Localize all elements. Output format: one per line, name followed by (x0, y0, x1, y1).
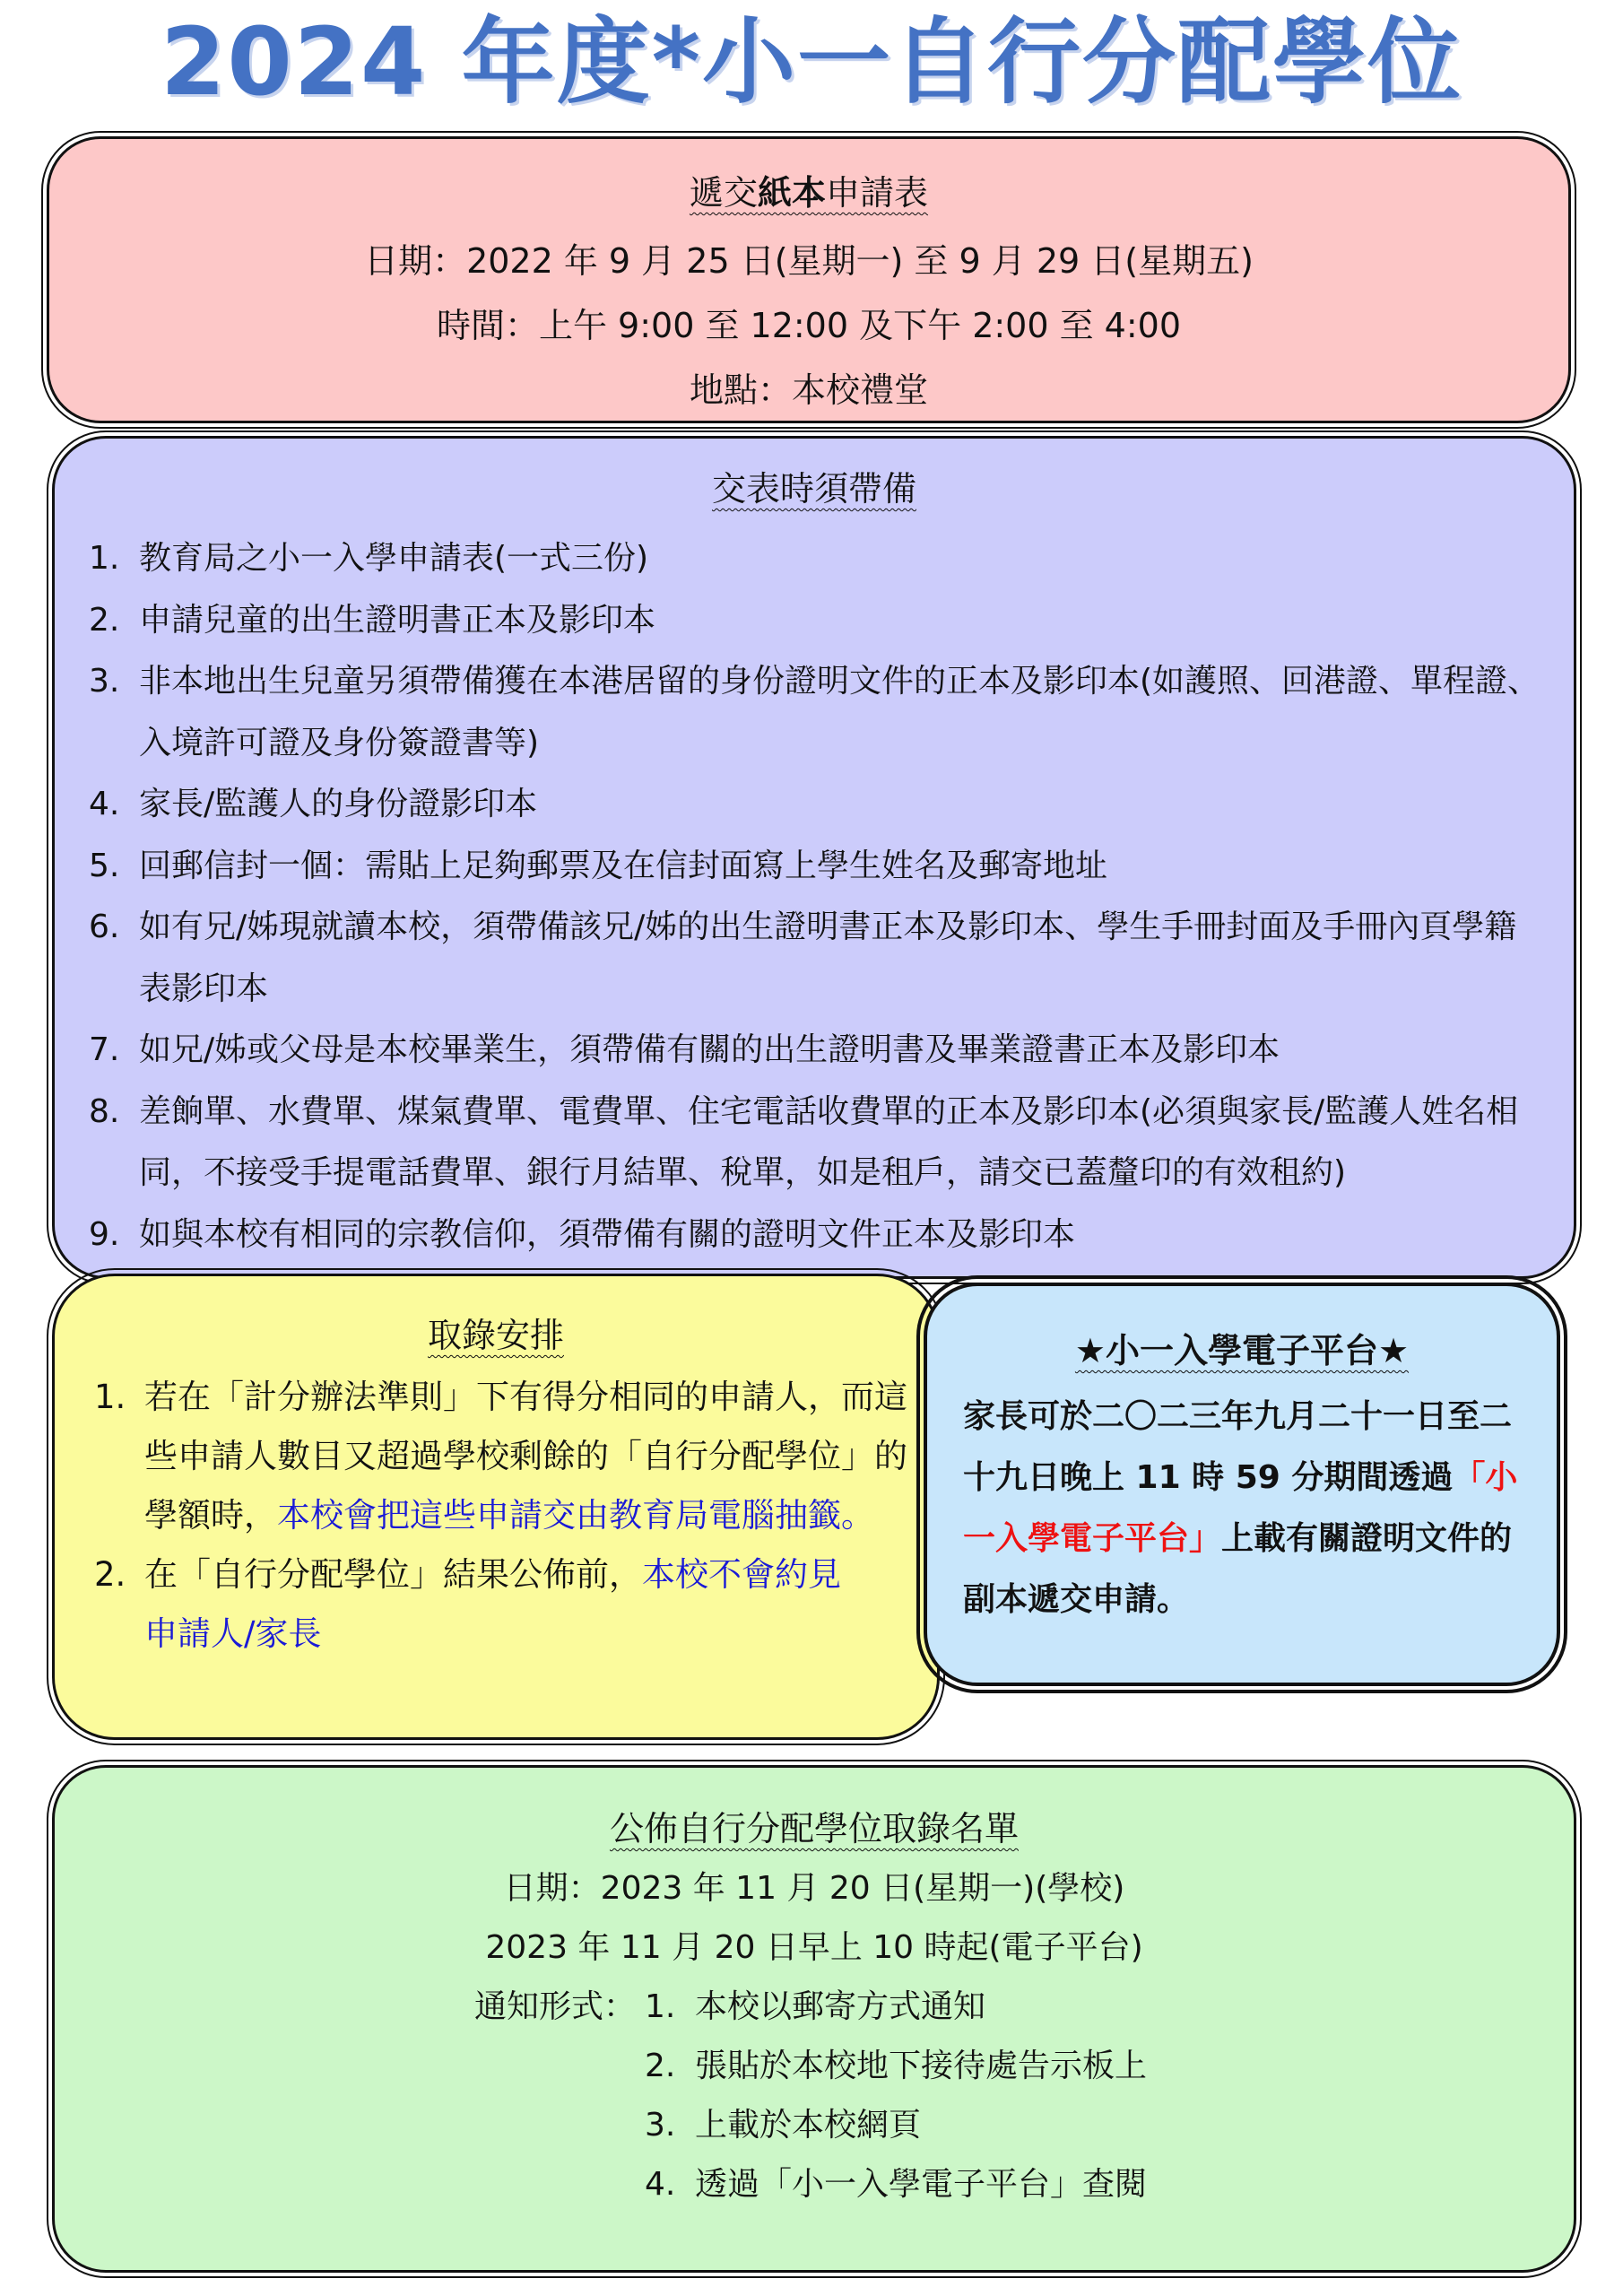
list-item (645, 2037, 1362, 2096)
list-item-text: 如與本校有相同的宗教信仰，須帶備有關的證明文件正本及影印本 (139, 1215, 1076, 1253)
results-heading-row (55, 1805, 1574, 1852)
eplatform-heading: ★小一入學電子平台★ (1074, 1331, 1410, 1370)
results-date-platform: 2023 年 11 月 20 日早上 10 時起(電子平台) (485, 1929, 1143, 1966)
documents-heading: 交表時須帶備 (711, 469, 916, 509)
list-item (89, 774, 1541, 836)
eplatform-heading-row (927, 1326, 1557, 1376)
list-item (645, 2096, 1362, 2155)
list-item-text: 回郵信封一個：需貼上足夠郵票及在信封面寫上學生姓名及郵寄地址 (139, 847, 1108, 884)
results-section (52, 1765, 1576, 2273)
list-item-text: 張貼於本校地下接待處告示板上 (695, 2048, 1148, 2084)
paper-form-time: 時間：上午 9:00 至 12:00 及下午 2:00 至 4:00 (436, 306, 1182, 345)
list-item (89, 1205, 1541, 1266)
list-item (89, 1082, 1541, 1205)
paper-form-heading-suffix: 申請表 (826, 173, 929, 213)
paper-form-heading-bold: 紙本 (757, 173, 826, 213)
list-item-text: 教育局之小一入學申請表(一式三份) (139, 540, 649, 577)
list-item-text: 家長/監護人的身份證影印本 (139, 786, 538, 822)
list-item-text: 本校以郵寄方式通知 (695, 1988, 986, 2025)
list-item-number: 1. (645, 1988, 676, 2025)
list-item-text: 差餉單、水費單、煤氣費單、電費單、住宅電話收費單的正本及影印本(必須與家長/監護人姓名相同，不接受手提電話費單、銀行月結單、稅單，如是租戶，請交已蓋釐印的有效租約) (139, 1092, 1519, 1191)
paper-form-place: 地點：本校禮堂 (689, 370, 928, 410)
results-date-school: 日期：2023 年 11 月 20 日(星期一)(學校) (503, 1870, 1125, 1907)
eplatform-text-a: 家長可於二〇二三年九月二十一日至二十九日晚上 11 時 59 分期間透過 (963, 1398, 1513, 1496)
list-item-number: 4. (645, 2166, 676, 2203)
paper-form-date: 日期：2022 年 9 月 25 日(星期一) 至 9 月 29 日(星期五) (364, 241, 1254, 281)
paper-form-heading-prefix: 遞交 (689, 173, 758, 213)
admission-list (94, 1368, 907, 1664)
list-item (94, 1545, 862, 1664)
list-item-text: 非本地出生兒童另須帶備獲在本港居留的身份證明文件的正本及影印本(如護照、回港證、單程證、入境許可證及身份簽證書等) (139, 663, 1541, 761)
results-heading: 公佈自行分配學位取錄名單 (609, 1809, 1019, 1848)
admission-heading: 取錄安排 (427, 1316, 564, 1355)
list-item (89, 528, 1541, 590)
list-item-text: 上載於本校網頁 (695, 2107, 922, 2144)
list-item-number: 2. (89, 601, 120, 639)
results-notify-label: 通知形式： (474, 1988, 637, 2025)
list-item-number: 5. (89, 847, 120, 884)
eplatform-body (963, 1387, 1537, 1631)
list-item-number: 3. (645, 2107, 676, 2144)
admission-item1-blue-text: 本校會把這些申請交由教育局電腦抽籤。 (277, 1496, 874, 1535)
list-item-text: 如兄/姊或父母是本校畢業生，須帶備有關的出生證明書及畢業證書正本及影印本 (139, 1031, 1280, 1068)
admission-section (52, 1274, 940, 1740)
documents-heading-row (55, 465, 1574, 512)
list-item-number: 2. (94, 1555, 126, 1594)
list-item (89, 897, 1541, 1020)
page-title: 2024 年度*小一自行分配學位 (160, 7, 1463, 117)
eplatform-text-b: 上載有關證明文件的副本遞交申請。 (963, 1520, 1513, 1618)
admission-heading-row (55, 1312, 937, 1359)
eplatform-link-name: 「小一入學電子平台」 (963, 1459, 1518, 1557)
list-item (89, 651, 1541, 774)
list-item-number: 2. (645, 2048, 676, 2084)
list-item (94, 1368, 933, 1545)
list-item-number: 9. (89, 1215, 120, 1253)
paper-form-heading (690, 173, 928, 213)
list-item-text: 透過「小一入學電子平台」查閱 (695, 2166, 1148, 2203)
list-item (645, 1978, 1362, 2037)
list-item-number: 1. (89, 540, 120, 577)
list-item-number: 1. (94, 1378, 126, 1416)
list-item (645, 2155, 1362, 2214)
admission-item2-text: 在「自行分配學位」結果公佈前， (144, 1555, 642, 1594)
paper-form-section (47, 136, 1571, 423)
documents-list (89, 528, 1541, 1265)
list-item-text: 如有兄/姊現就讀本校，須帶備該兄/姊的出生證明書正本及影印本、學生手冊封面及手冊內頁學籍表影印本 (139, 909, 1517, 1007)
list-item-number: 7. (89, 1031, 120, 1068)
list-item-number: 4. (89, 786, 120, 822)
list-item-number: 3. (89, 663, 120, 700)
list-item (89, 590, 1541, 652)
eplatform-section (924, 1283, 1560, 1686)
list-item-text: 申請兒童的出生證明書正本及影印本 (139, 601, 656, 639)
admission-item1-text: 若在「計分辦法準則」下有得分相同的申請人，而這些申請人數目又超過學校剩餘的「自行分配學位」的學額時， (144, 1378, 907, 1535)
list-item-number: 6. (89, 909, 120, 945)
list-item (89, 836, 1541, 898)
documents-section (52, 436, 1576, 1279)
admission-item2-blue-text: 本校不會約見申請人/家長 (144, 1555, 841, 1653)
list-item (89, 1020, 1541, 1082)
results-methods-list (645, 1978, 1362, 2214)
paper-form-heading-row (49, 170, 1568, 216)
list-item-number: 8. (89, 1092, 120, 1130)
